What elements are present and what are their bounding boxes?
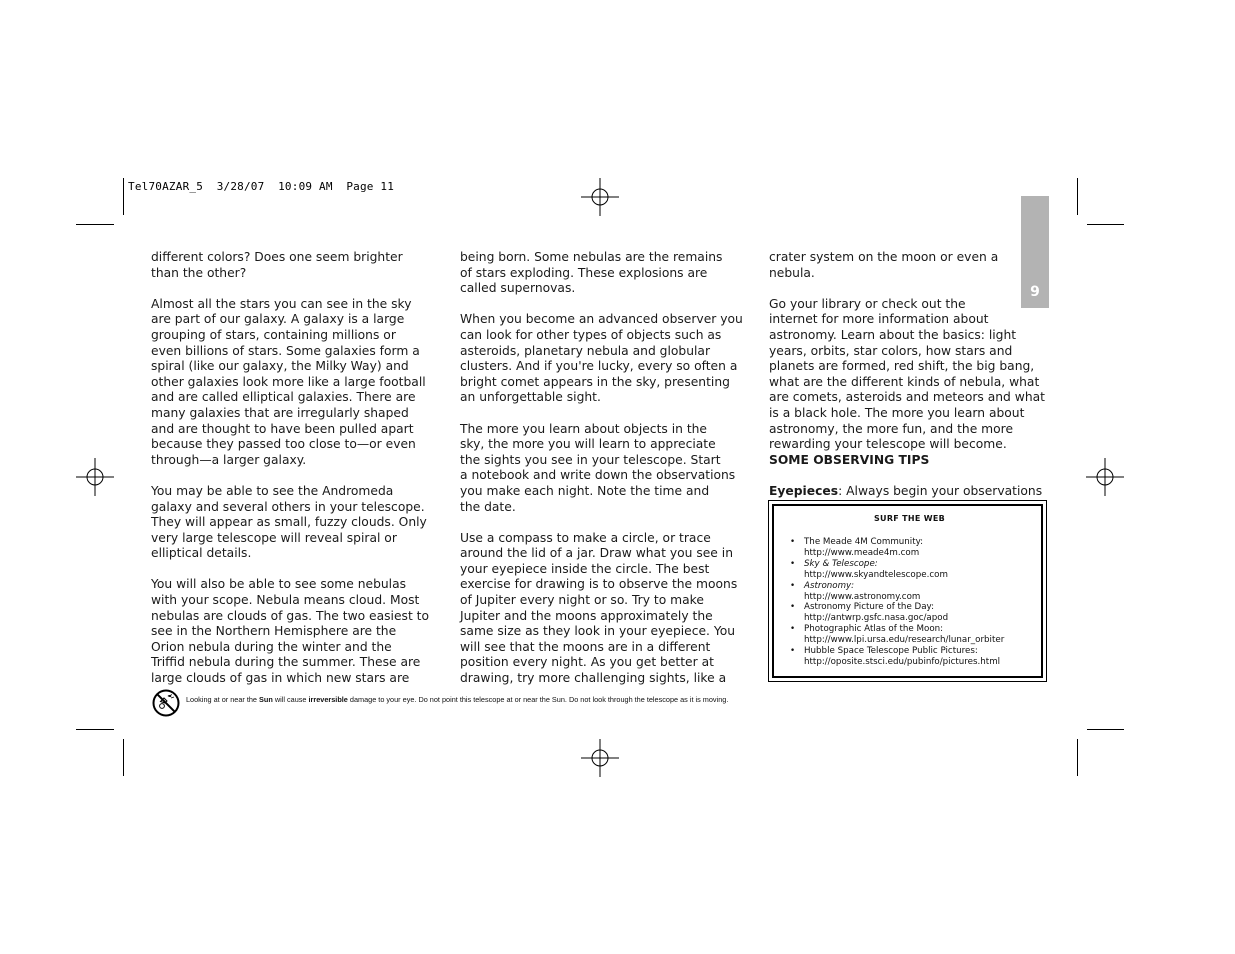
- crop-mark: [123, 178, 124, 215]
- site-url[interactable]: http://www.astronomy.com: [804, 591, 921, 602]
- surf-the-web-title: SURF THE WEB: [873, 514, 946, 523]
- crop-mark: [1077, 739, 1078, 776]
- site-name: • Sky & Telescope:: [804, 558, 878, 569]
- site-url[interactable]: http://www.meade4m.com: [804, 547, 920, 558]
- paragraph: Go your library or check out the internet for more information about astronomy. Learn about the basics: light years, orbits, star colors, how stars and planets are formed, red shift, the big bang, what are the different kinds of nebula, what are comets, asteroids and meteors and what is a black hole. The more you learn about astronomy, the more fun, and the more rewarding your telescope will become.: [769, 296, 1045, 452]
- registration-mark-icon: [76, 458, 114, 496]
- eyepieces-label: Eyepieces: [769, 483, 839, 498]
- site-name: • Hubble Space Telescope Public Pictures:: [804, 646, 978, 657]
- registration-mark-icon: [581, 178, 619, 216]
- registration-mark-icon: [1086, 458, 1124, 496]
- list-item: [788, 537, 1031, 559]
- surf-the-web-box: [768, 500, 1047, 682]
- eyepieces-paragraph: [769, 484, 1049, 500]
- crop-mark: [123, 739, 124, 776]
- site-name: • Astronomy Picture of the Day:: [804, 602, 934, 613]
- paragraph: You may be able to see the Andromeda galaxy and several others in your telescope. They will appear as small, fuzzy clouds. Only very large telescope will reveal spiral or elliptical details.: [151, 483, 427, 561]
- eyepieces-text: : Always begin your observations: [838, 483, 1043, 498]
- list-item: [788, 602, 1031, 624]
- list-item: [788, 646, 1031, 668]
- page-number: 9: [1030, 284, 1040, 300]
- warning-text-part: will cause: [272, 695, 309, 704]
- text-column-1: [151, 250, 436, 702]
- warning-text: [186, 695, 728, 704]
- list-item: [788, 559, 1031, 581]
- paragraph: The more you learn about objects in the sky, the more you will learn to appreciate the sights you see in your telescope. Start a notebook and write down the observations you make each night. Note the time and the date.: [460, 421, 736, 514]
- crop-mark: [1087, 224, 1124, 225]
- no-sun-viewing-icon: [152, 689, 180, 717]
- paragraph: crater system on the moon or even a nebula.: [769, 250, 999, 280]
- list-item: [788, 581, 1031, 603]
- site-name: • The Meade 4M Community:: [804, 537, 924, 547]
- section-heading: SOME OBSERVING TIPS: [769, 452, 930, 467]
- warning-text-part: damage to your eye. Do not point this telescope at or near the Sun. Do not look through the telescope as it is moving.: [347, 695, 729, 704]
- list-item: [788, 624, 1031, 646]
- site-url[interactable]: http://oposite.stsci.edu/pubinfo/pictures.html: [804, 656, 1001, 667]
- crop-mark: [1087, 729, 1124, 730]
- text-column-3: [769, 250, 1049, 500]
- crop-mark: [1077, 178, 1078, 215]
- site-name: • Astronomy:: [804, 580, 855, 591]
- paragraph: You will also be able to see some nebulas with your scope. Nebula means cloud. Most nebulas are clouds of gas. The two easiest to see in the Northern Hemisphere are the Orion nebula during the winter and the Triffid nebula during the summer. These are large clouds of gas in which new stars are: [151, 577, 430, 686]
- site-url[interactable]: http://antwrp.gsfc.nasa.goc/apod: [804, 613, 949, 624]
- site-url[interactable]: http://www.lpi.ursa.edu/research/lunar_orbiter: [804, 635, 1005, 646]
- site-url[interactable]: http://www.skyandtelescope.com: [804, 569, 948, 580]
- surf-the-web-inner: [772, 504, 1043, 678]
- paragraph: Almost all the stars you can see in the sky are part of our galaxy. A galaxy is a large grouping of stars, containing millions or even billions of stars. Some galaxies form a spiral (like our galaxy, the Milky Way) and other galaxies look more like a large football and are called elliptical galaxies. There are many galaxies that are irregularly shaped and are thought to have been pulled apart because they passed too close to—or even through—a larger galaxy.: [151, 296, 426, 467]
- paragraph: Use a compass to make a circle, or trace around the lid of a jar. Draw what you see in your eyepiece inside the circle. The best exercise for drawing is to observe the moons of Jupiter every night or so. Try to make Jupiter and the moons approximately the same size as they look in your eyepiece. You will see that the moons are in a different position every night. As you get better at drawing, try more challenging sights, like a: [460, 530, 738, 686]
- sun-warning: [152, 688, 772, 718]
- paragraph: When you become an advanced observer you can look for other types of objects such as asteroids, planetary nebula and globular clusters. And if you're lucky, every so often a bright comet appears in the sky, presenting an unforgettable sight.: [460, 312, 743, 405]
- site-name: • Photographic Atlas of the Moon:: [804, 624, 944, 635]
- text-column-2: [460, 250, 745, 702]
- warning-irreversible-word: irreversible: [308, 695, 348, 704]
- registration-mark-icon: [581, 739, 619, 777]
- warning-sun-word: Sun: [259, 695, 273, 704]
- paragraph: being born. Some nebulas are the remains of stars exploding. These explosions are called supernovas.: [460, 250, 723, 296]
- crop-mark: [76, 224, 114, 225]
- web-link-list: [788, 537, 1031, 668]
- paragraph: different colors? Does one seem brighter than the other?: [151, 250, 403, 280]
- print-slug: Tel70AZAR_5 3/28/07 10:09 AM Page 11: [128, 180, 395, 193]
- warning-text-part: Looking at or near the: [186, 695, 260, 704]
- crop-mark: [76, 729, 114, 730]
